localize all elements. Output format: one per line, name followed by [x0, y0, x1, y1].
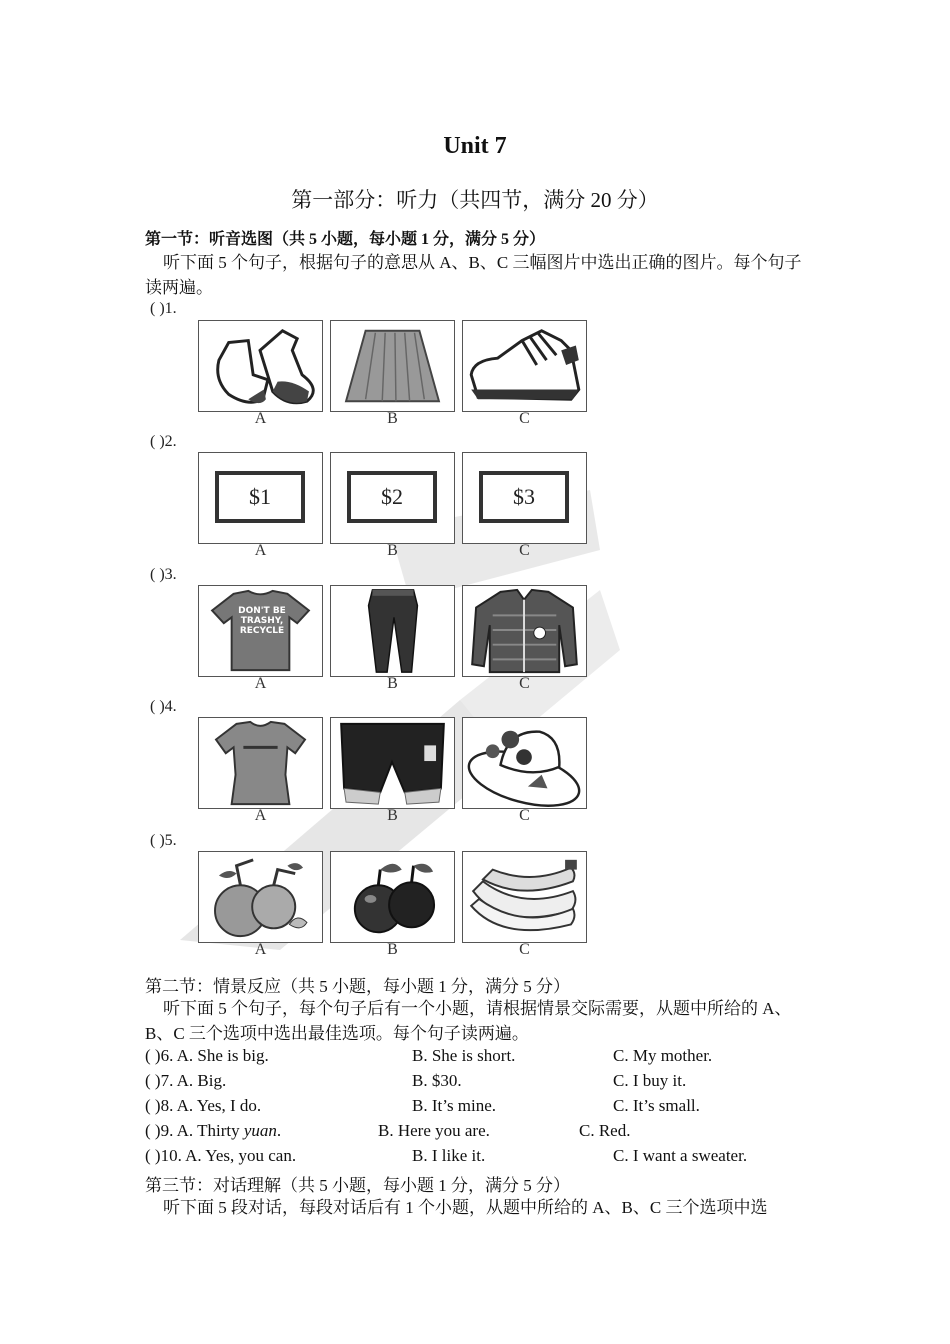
skirt-icon [331, 321, 454, 411]
question-number: ( )1. [150, 300, 177, 317]
shorts-image[interactable] [330, 717, 455, 809]
option-c[interactable]: C. I want a sweater. [613, 1146, 748, 1165]
sweater-image[interactable] [462, 585, 587, 677]
question-a[interactable]: ( )8. A. Yes, I do. [145, 1096, 262, 1115]
question-row [145, 1046, 810, 1071]
section3-heading: 第三节：对话理解（共 5 小题，每小题 1 分，满分 5 分） [145, 1176, 570, 1195]
option-label: A [254, 410, 267, 427]
option-label: B [387, 941, 398, 958]
option-label: C [519, 542, 530, 559]
tshirt-icon [199, 718, 322, 808]
womens-tshirt-image[interactable] [198, 717, 323, 809]
option-b[interactable]: B. I like it. [412, 1146, 486, 1165]
socks-image[interactable] [198, 320, 323, 412]
price-card-a[interactable] [198, 452, 323, 544]
option-label: A [254, 941, 267, 958]
option-label: B [387, 542, 398, 559]
price-card-b[interactable] [330, 452, 455, 544]
question-row [145, 1071, 810, 1096]
question-a[interactable]: ( )7. A. Big. [145, 1071, 227, 1090]
question-number: ( )4. [150, 698, 177, 715]
shorts-icon [331, 718, 454, 808]
price-card-c[interactable] [462, 452, 587, 544]
question-number: ( )5. [150, 832, 177, 849]
option-label: C [519, 807, 530, 824]
apples-image[interactable] [330, 851, 455, 943]
question-row [145, 1096, 810, 1121]
option-label: B [387, 675, 398, 692]
option-c[interactable]: C. Red. [579, 1121, 631, 1140]
option-a-text: ( )9. A. Thirty [145, 1121, 244, 1140]
option-c[interactable]: C. It’s small. [613, 1096, 700, 1115]
sweater-icon [463, 586, 586, 676]
trousers-image[interactable] [330, 585, 455, 677]
shoe-image[interactable] [462, 320, 587, 412]
option-label: A [254, 542, 267, 559]
option-label: A [254, 807, 267, 824]
option-b[interactable]: B. It’s mine. [412, 1096, 497, 1115]
option-label: C [519, 941, 530, 958]
question-a[interactable]: ( )10. A. Yes, you can. [145, 1146, 297, 1165]
option-b[interactable]: B. $30. [412, 1071, 462, 1090]
option-b[interactable]: B. Here you are. [378, 1121, 490, 1140]
option-b[interactable]: B. She is short. [412, 1046, 516, 1065]
section1-heading: 第一节：听音选图（共 5 小题，每小题 1 分，满分 5 分） [145, 231, 546, 248]
oranges-image[interactable] [198, 851, 323, 943]
option-label: B [387, 807, 398, 824]
orange-icon [199, 852, 322, 942]
question-a[interactable] [145, 1121, 281, 1141]
question-row [145, 1121, 810, 1146]
question-number: ( )3. [150, 566, 177, 583]
price-label: $1 [215, 471, 305, 523]
option-label: B [387, 410, 398, 427]
hat-icon [463, 718, 586, 808]
banana-icon [463, 852, 586, 942]
section3-instruction: 听下面 5 段对话，每段对话后有 1 个小题，从题中所给的 A、B、C 三个选项中选 [163, 1198, 768, 1217]
option-label: C [519, 675, 530, 692]
tshirt-slogan: DON'T BE TRASHY, RECYCLE [238, 606, 286, 636]
price-label: $3 [479, 471, 569, 523]
question-number: ( )2. [150, 433, 177, 450]
apple-icon [331, 852, 454, 942]
option-c[interactable]: C. My mother. [613, 1046, 713, 1065]
skirt-image[interactable] [330, 320, 455, 412]
hat-image[interactable] [462, 717, 587, 809]
section2-heading: 第二节：情景反应（共 5 小题，每小题 1 分，满分 5 分） [145, 977, 570, 996]
question-row [145, 1146, 810, 1171]
price-label: $2 [347, 471, 437, 523]
bananas-image[interactable] [462, 851, 587, 943]
socks-icon [199, 321, 322, 411]
tshirt-image[interactable] [198, 585, 323, 677]
option-a-italic: yuan [243, 1121, 277, 1140]
option-a-suffix: . [276, 1121, 282, 1140]
question-a[interactable]: ( )6. A. She is big. [145, 1046, 269, 1065]
option-label: A [254, 675, 267, 692]
trousers-icon [331, 586, 454, 676]
shoe-icon [463, 321, 586, 411]
page-title: Unit 7 [443, 133, 507, 159]
section2-instruction: 听下面 5 个句子，每个句子后有一个小题，请根据情景交际需要，从题中所给的 A、B、C 三个选项中选出最佳选项。每个句子读两遍。 [145, 999, 792, 1043]
option-c[interactable]: C. I buy it. [613, 1071, 687, 1090]
section1-instruction: 听下面 5 个句子，根据句子的意思从 A、B、C 三幅图片中选出正确的图片。每个句子读两遍。 [145, 253, 802, 297]
part-title: 第一部分：听力（共四节，满分 20 分） [291, 188, 659, 212]
option-label: C [519, 410, 530, 427]
